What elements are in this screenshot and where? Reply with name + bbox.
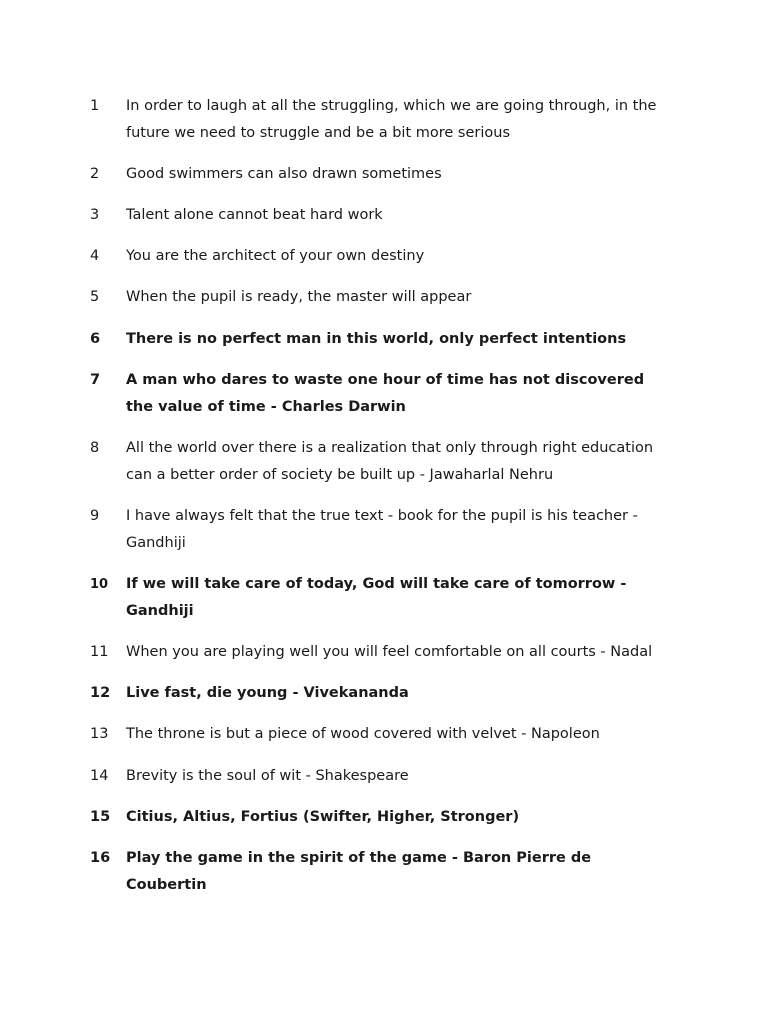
quote-text: When you are playing well you will feel comfortable on all courts - Nadal	[126, 644, 653, 660]
quote-text: The throne is but a piece of wood covered with velvet - Napoleon	[126, 726, 600, 742]
quote-number: 16	[90, 850, 111, 866]
quote-text: All the world over there is a realization that only through right education can a better order of society be built up - Jawaharlal Nehru	[126, 440, 654, 483]
quote-text: Citius, Altius, Fortius (Swifter, Higher, Stronger)	[126, 809, 520, 825]
quote-number: 2	[90, 166, 100, 182]
quote-number: 15	[90, 809, 111, 825]
quote-text: Play the game in the spirit of the game - Baron Pierre de Coubertin	[126, 850, 592, 893]
quote-text: Talent alone cannot beat hard work	[126, 207, 383, 223]
quote-text: When the pupil is ready, the master will appear	[126, 289, 472, 305]
quote-text: Brevity is the soul of wit - Shakespeare	[126, 768, 409, 784]
quote-number: 7	[90, 372, 101, 388]
quote-number: 4	[90, 248, 100, 264]
quote-text: If we will take care of today, God will take care of tomorrow - Gandhiji	[126, 576, 627, 619]
quote-number: 9	[90, 508, 100, 524]
quote-number: 12	[90, 685, 111, 701]
quote-text: Good swimmers can also drawn sometimes	[126, 166, 442, 182]
quote-number: 6	[90, 331, 101, 347]
quote-number: 10	[90, 577, 109, 592]
quote-number: 8	[90, 440, 100, 456]
quote-number: 14	[90, 768, 109, 784]
quote-number: 11	[90, 644, 109, 660]
quote-text: Live fast, die young - Vivekananda	[126, 685, 409, 701]
quote-text: You are the architect of your own destiny	[126, 248, 425, 264]
quote-text: In order to laugh at all the struggling, which we are going through, in the future we need to struggle and be a bit more serious	[126, 98, 657, 141]
quote-number: 1	[90, 98, 100, 114]
quote-text: I have always felt that the true text - book for the pupil is his teacher - Gandhiji	[126, 508, 638, 551]
quote-text: There is no perfect man in this world, only perfect intentions	[126, 331, 627, 347]
quote-text: A man who dares to waste one hour of time has not discovered the value of time - Charles Darwin	[126, 372, 645, 415]
quote-number: 13	[90, 726, 109, 742]
quote-number: 3	[90, 207, 100, 223]
quote-number: 5	[90, 289, 100, 305]
